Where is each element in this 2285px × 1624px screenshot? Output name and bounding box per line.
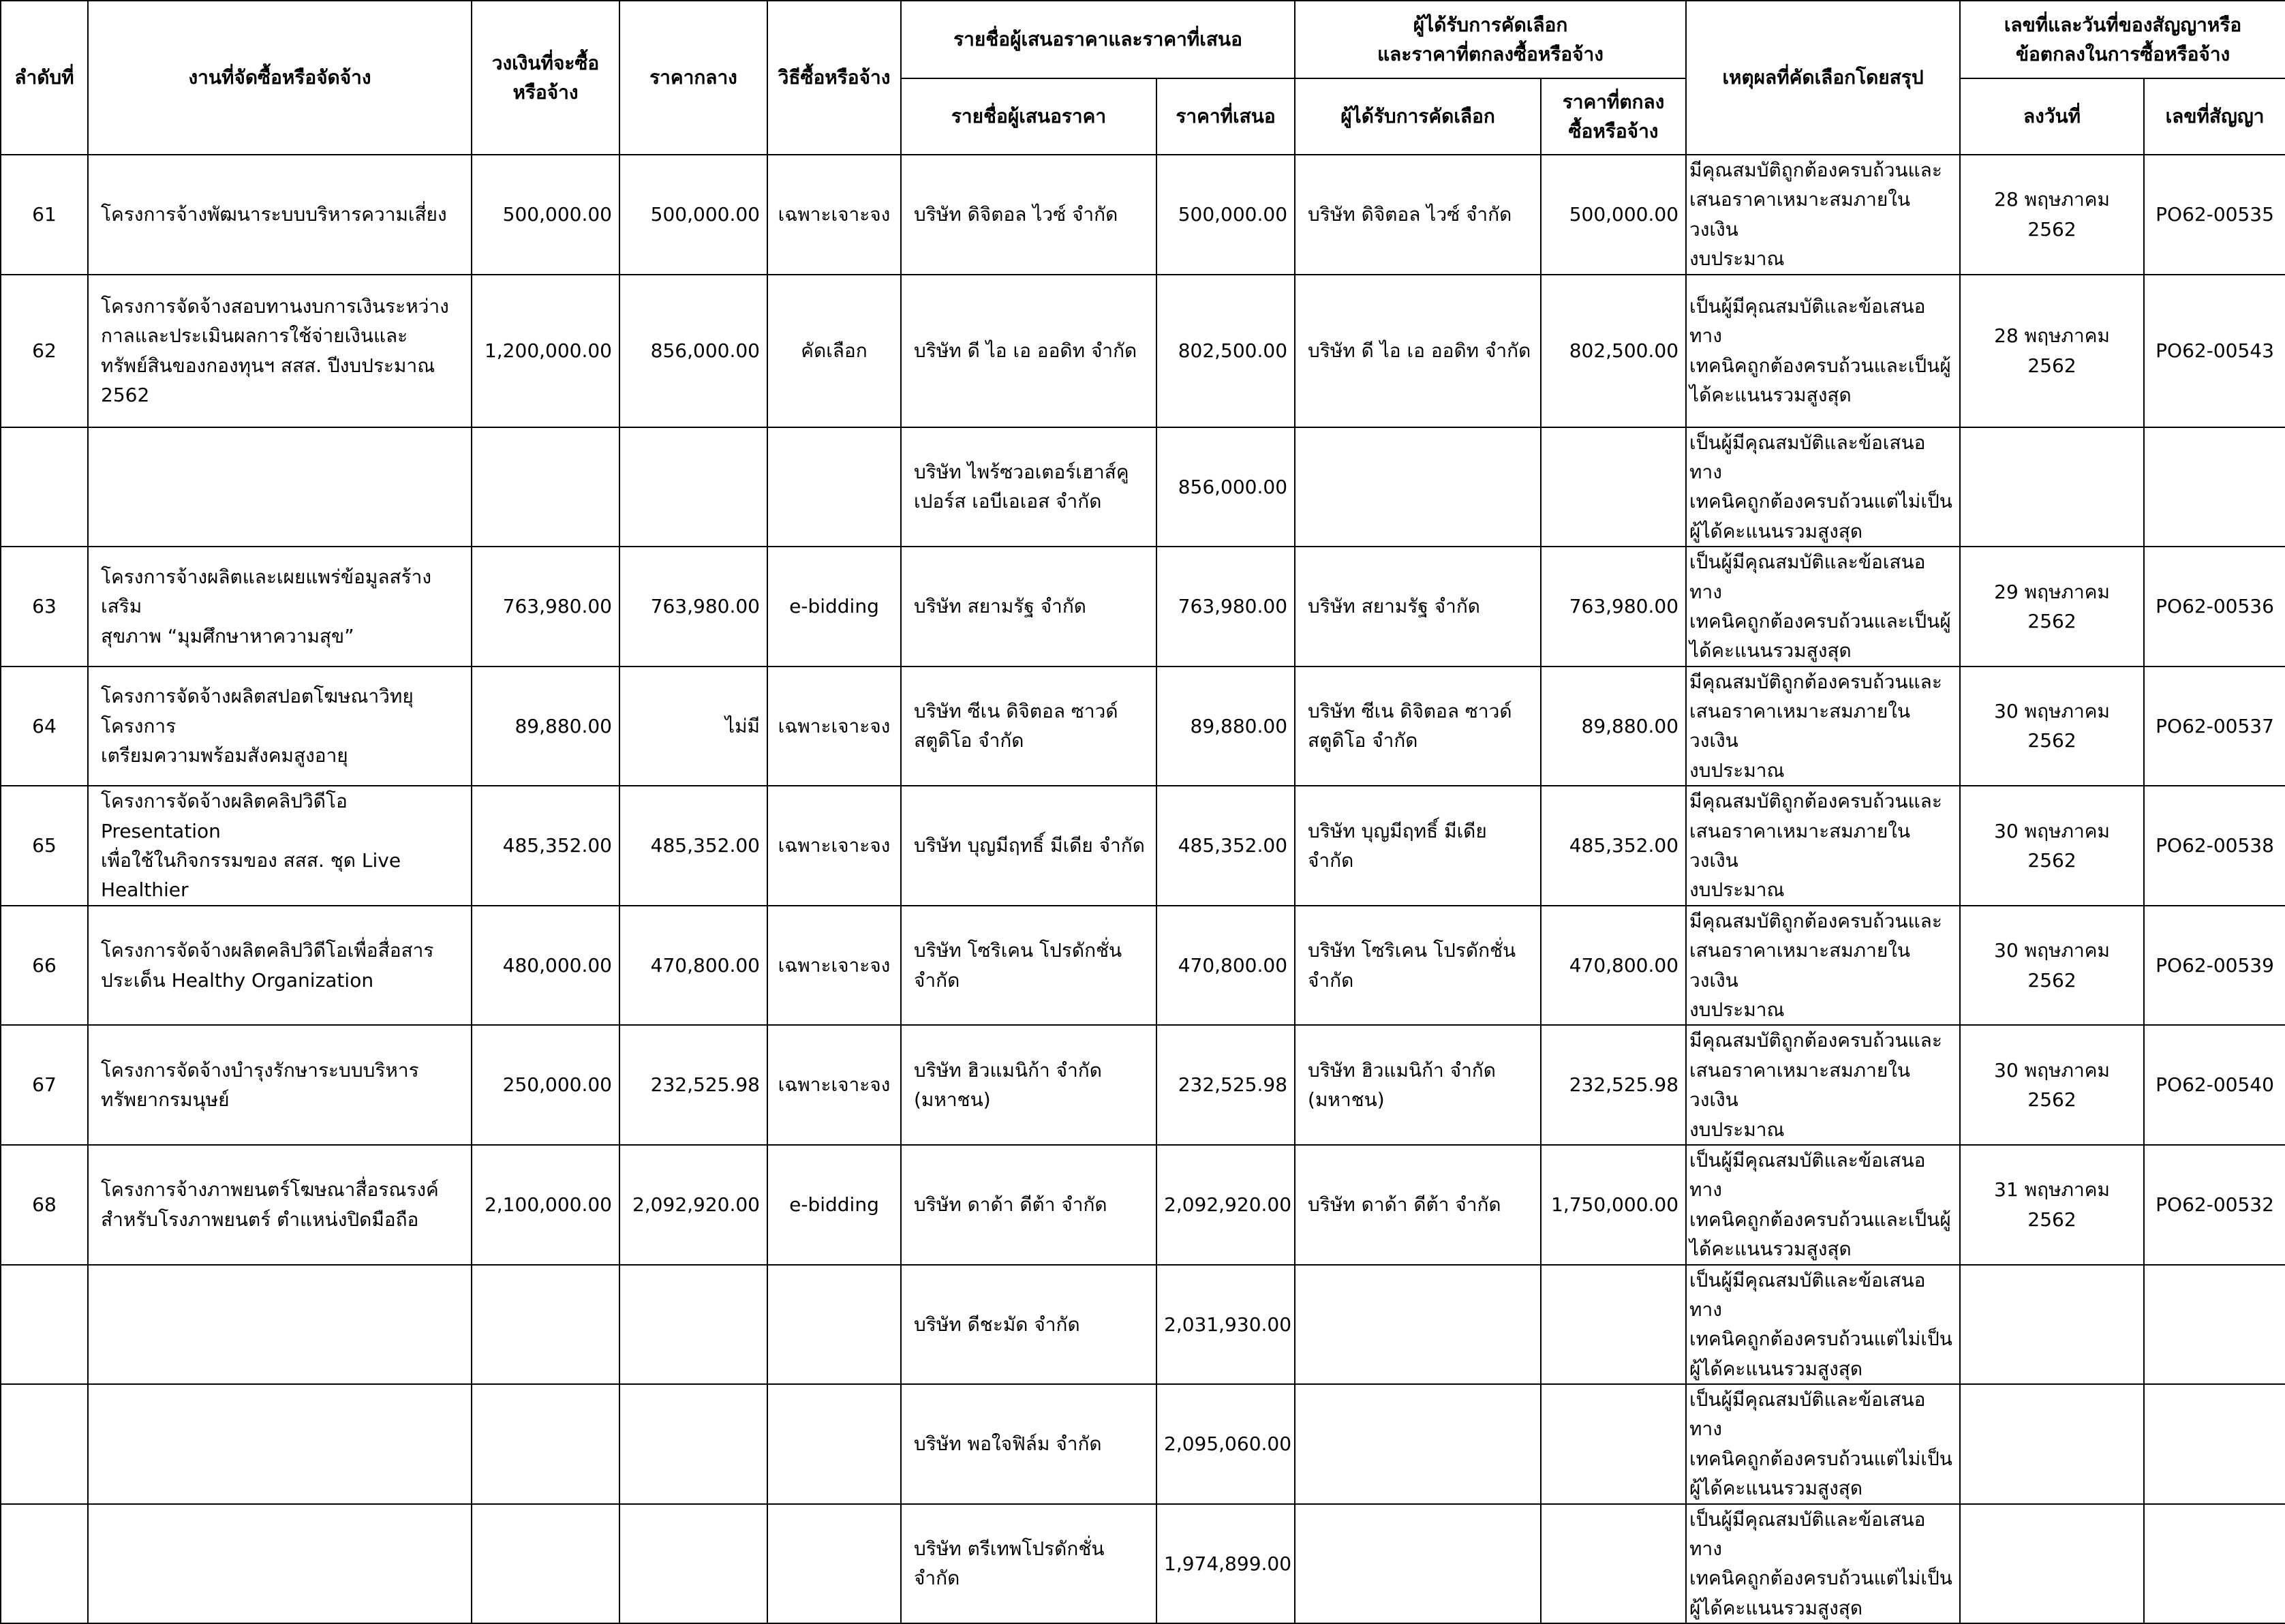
budget-amount: 89,880.00 <box>472 667 619 786</box>
work-description: โครงการจ้างภาพยนตร์โฆษณาสื่อรณรงค์ สำหรับโรงภาพยนตร์ ตำแหน่งปิดมือถือ <box>88 1145 472 1265</box>
bidder-name: บริษัท ดาด้า ดีต้า จำกัด <box>901 1145 1156 1265</box>
contract-number <box>2144 1384 2285 1504</box>
selection-reason: เป็นผู้มีคุณสมบัติและข้อเสนอทาง เทคนิคถูกต้องครบถ้วนและเป็นผู้ ได้คะแนนรวมสูงสุด <box>1686 275 1960 427</box>
agreed-price: 232,525.98 <box>1541 1025 1686 1145</box>
agreed-price: 89,880.00 <box>1541 667 1686 786</box>
table-row <box>1 906 2285 1026</box>
table-row <box>1 1025 2285 1145</box>
table-row <box>1 1145 2285 1265</box>
bid-price: 500,000.00 <box>1156 155 1295 275</box>
bidder-name: บริษัท ดิจิตอล ไวซ์ จำกัด <box>901 155 1156 275</box>
contract-number: PO62-00535 <box>2144 155 2285 275</box>
table-body <box>1 155 2285 1623</box>
bidder-name: บริษัท ดี ไอ เอ ออดิท จำกัด <box>901 275 1156 427</box>
table-row <box>1 155 2285 275</box>
work-description: โครงการจ้างผลิตและเผยแพร่ข้อมูลสร้างเสริม สุขภาพ “มุมศึกษาหาความสุข” <box>88 547 472 667</box>
row-number: 68 <box>1 1145 88 1265</box>
budget-amount: 1,200,000.00 <box>472 275 619 427</box>
budget-amount <box>472 1504 619 1624</box>
row-number: 64 <box>1 667 88 786</box>
procurement-method: เฉพาะเจาะจง <box>767 1025 901 1145</box>
row-number: 67 <box>1 1025 88 1145</box>
agreed-price: 802,500.00 <box>1541 275 1686 427</box>
selection-reason: เป็นผู้มีคุณสมบัติและข้อเสนอทาง เทคนิคถูกต้องครบถ้วนแต่ไม่เป็น ผู้ได้คะแนนรวมสูงสุด <box>1686 1265 1960 1385</box>
selection-reason: เป็นผู้มีคุณสมบัติและข้อเสนอทาง เทคนิคถูกต้องครบถ้วนแต่ไม่เป็น ผู้ได้คะแนนรวมสูงสุด <box>1686 1384 1960 1504</box>
contract-date: 30 พฤษภาคม 2562 <box>1960 667 2144 786</box>
selected-vendor: บริษัท ซีเน ดิจิตอล ซาวด์ สตูดิโอ จำกัด <box>1295 667 1541 786</box>
header-contract-group: เลขที่และวันที่ของสัญญาหรือ ข้อตกลงในการซื้อหรือจ้าง <box>1960 1 2285 78</box>
procurement-method: เฉพาะเจาะจง <box>767 155 901 275</box>
contract-number <box>2144 1265 2285 1385</box>
header-bidder-name: รายชื่อผู้เสนอราคา <box>901 78 1156 155</box>
procurement-method: เฉพาะเจาะจง <box>767 786 901 906</box>
bid-price: 470,800.00 <box>1156 906 1295 1026</box>
selected-vendor: บริษัท ดิจิตอล ไวซ์ จำกัด <box>1295 155 1541 275</box>
selection-reason: เป็นผู้มีคุณสมบัติและข้อเสนอทาง เทคนิคถูกต้องครบถ้วนแต่ไม่เป็น ผู้ได้คะแนนรวมสูงสุด <box>1686 427 1960 547</box>
bidder-name: บริษัท โซริเคน โปรดักชั่น จำกัด <box>901 906 1156 1026</box>
bid-price: 89,880.00 <box>1156 667 1295 786</box>
selected-vendor: บริษัท บุญมีฤทธิ์ มีเดีย จำกัด <box>1295 786 1541 906</box>
work-description <box>88 427 472 547</box>
work-description: โครงการจัดจ้างบำรุงรักษาระบบบริหาร ทรัพยากรมนุษย์ <box>88 1025 472 1145</box>
table-row <box>1 547 2285 667</box>
work-description: โครงการจัดจ้างผลิตคลิปวิดีโอ Presentation เพื่อใช้ในกิจกรรมของ สสส. ชุด Live Healthier <box>88 786 472 906</box>
header-agreed-price: ราคาที่ตกลง ซื้อหรือจ้าง <box>1541 78 1686 155</box>
selected-vendor: บริษัท ดาด้า ดีต้า จำกัด <box>1295 1145 1541 1265</box>
work-description: โครงการจัดจ้างสอบทานงบการเงินระหว่าง กาลและประเมินผลการใช้จ่ายเงินและ ทรัพย์สินของกองทุนฯ สสส. ปีงบประมาณ 2562 <box>88 275 472 427</box>
contract-number: PO62-00536 <box>2144 547 2285 667</box>
bidder-name: บริษัท ฮิวแมนิก้า จำกัด (มหาชน) <box>901 1025 1156 1145</box>
header-method: วิธีซื้อหรือจ้าง <box>767 1 901 155</box>
agreed-price: 485,352.00 <box>1541 786 1686 906</box>
median-price: 232,525.98 <box>619 1025 767 1145</box>
budget-amount: 480,000.00 <box>472 906 619 1026</box>
agreed-price <box>1541 427 1686 547</box>
header-bidders-group: รายชื่อผู้เสนอราคาและราคาที่เสนอ <box>901 1 1295 78</box>
selection-reason: มีคุณสมบัติถูกต้องครบถ้วนและ เสนอราคาเหมาะสมภายในวงเงิน งบประมาณ <box>1686 786 1960 906</box>
bidder-name: บริษัท พอใจฟิล์ม จำกัด <box>901 1384 1156 1504</box>
procurement-method: เฉพาะเจาะจง <box>767 906 901 1026</box>
work-description: โครงการจัดจ้างผลิตคลิปวิดีโอเพื่อสื่อสาร ประเด็น Healthy Organization <box>88 906 472 1026</box>
bidder-name: บริษัท บุญมีฤทธิ์ มีเดีย จำกัด <box>901 786 1156 906</box>
contract-date <box>1960 1384 2144 1504</box>
bid-price: 802,500.00 <box>1156 275 1295 427</box>
budget-amount: 485,352.00 <box>472 786 619 906</box>
contract-number: PO62-00539 <box>2144 906 2285 1026</box>
budget-amount <box>472 1384 619 1504</box>
row-number <box>1 1384 88 1504</box>
bid-price: 485,352.00 <box>1156 786 1295 906</box>
selection-reason: มีคุณสมบัติถูกต้องครบถ้วนและ เสนอราคาเหมาะสมภายในวงเงิน งบประมาณ <box>1686 906 1960 1026</box>
contract-number <box>2144 1504 2285 1624</box>
header-reason: เหตุผลที่คัดเลือกโดยสรุป <box>1686 1 1960 155</box>
budget-amount: 250,000.00 <box>472 1025 619 1145</box>
row-number: 65 <box>1 786 88 906</box>
selected-vendor: บริษัท ดี ไอ เอ ออดิท จำกัด <box>1295 275 1541 427</box>
contract-date <box>1960 1265 2144 1385</box>
median-price <box>619 1504 767 1624</box>
contract-number: PO62-00540 <box>2144 1025 2285 1145</box>
table-row <box>1 1504 2285 1624</box>
median-price: 485,352.00 <box>619 786 767 906</box>
header-bid-price: ราคาที่เสนอ <box>1156 78 1295 155</box>
selected-vendor <box>1295 427 1541 547</box>
agreed-price: 470,800.00 <box>1541 906 1686 1026</box>
budget-amount: 500,000.00 <box>472 155 619 275</box>
median-price: 470,800.00 <box>619 906 767 1026</box>
contract-date: 30 พฤษภาคม 2562 <box>1960 786 2144 906</box>
bid-price: 2,092,920.00 <box>1156 1145 1295 1265</box>
bidder-name: บริษัท ดีชะมัด จำกัด <box>901 1265 1156 1385</box>
procurement-method <box>767 427 901 547</box>
median-price: 856,000.00 <box>619 275 767 427</box>
selection-reason: มีคุณสมบัติถูกต้องครบถ้วนและ เสนอราคาเหมาะสมภายในวงเงิน งบประมาณ <box>1686 667 1960 786</box>
procurement-method: e-bidding <box>767 1145 901 1265</box>
median-price <box>619 427 767 547</box>
selected-vendor <box>1295 1504 1541 1624</box>
work-description <box>88 1504 472 1624</box>
bid-price: 2,095,060.00 <box>1156 1384 1295 1504</box>
contract-date <box>1960 1504 2144 1624</box>
contract-number <box>2144 427 2285 547</box>
row-number <box>1 427 88 547</box>
row-number <box>1 1504 88 1624</box>
contract-number: PO62-00537 <box>2144 667 2285 786</box>
median-price: 763,980.00 <box>619 547 767 667</box>
row-number: 66 <box>1 906 88 1026</box>
selection-reason: มีคุณสมบัติถูกต้องครบถ้วนและ เสนอราคาเหมาะสมภายในวงเงิน งบประมาณ <box>1686 1025 1960 1145</box>
table-row <box>1 667 2285 786</box>
contract-number: PO62-00532 <box>2144 1145 2285 1265</box>
contract-date: 31 พฤษภาคม 2562 <box>1960 1145 2144 1265</box>
procurement-method: e-bidding <box>767 547 901 667</box>
selection-reason: เป็นผู้มีคุณสมบัติและข้อเสนอทาง เทคนิคถูกต้องครบถ้วนแต่ไม่เป็น ผู้ได้คะแนนรวมสูงสุด <box>1686 1504 1960 1624</box>
selected-vendor <box>1295 1384 1541 1504</box>
header-contract-no: เลขที่สัญญา <box>2144 78 2285 155</box>
median-price <box>619 1265 767 1385</box>
bidder-name: บริษัท ซีเน ดิจิตอล ซาวด์ สตูดิโอ จำกัด <box>901 667 1156 786</box>
median-price: 2,092,920.00 <box>619 1145 767 1265</box>
contract-date: 28 พฤษภาคม 2562 <box>1960 155 2144 275</box>
agreed-price <box>1541 1504 1686 1624</box>
bidder-name: บริษัท ตรีเทพโปรดักชั่น จำกัด <box>901 1504 1156 1624</box>
table-row <box>1 1265 2285 1385</box>
row-number: 62 <box>1 275 88 427</box>
contract-date: 29 พฤษภาคม 2562 <box>1960 547 2144 667</box>
agreed-price: 500,000.00 <box>1541 155 1686 275</box>
selected-vendor: บริษัท โซริเคน โปรดักชั่น จำกัด <box>1295 906 1541 1026</box>
agreed-price: 1,750,000.00 <box>1541 1145 1686 1265</box>
median-price: 500,000.00 <box>619 155 767 275</box>
header-median-price: ราคากลาง <box>619 1 767 155</box>
selection-reason: เป็นผู้มีคุณสมบัติและข้อเสนอทาง เทคนิคถูกต้องครบถ้วนและเป็นผู้ ได้คะแนนรวมสูงสุด <box>1686 547 1960 667</box>
agreed-price: 763,980.00 <box>1541 547 1686 667</box>
table-row <box>1 1384 2285 1504</box>
bid-price: 232,525.98 <box>1156 1025 1295 1145</box>
work-description <box>88 1265 472 1385</box>
procurement-method: เฉพาะเจาะจง <box>767 667 901 786</box>
header-selected-group: ผู้ได้รับการคัดเลือก และราคาที่ตกลงซื้อหรือจ้าง <box>1295 1 1686 78</box>
agreed-price <box>1541 1265 1686 1385</box>
bid-price: 856,000.00 <box>1156 427 1295 547</box>
bid-price: 2,031,930.00 <box>1156 1265 1295 1385</box>
median-price <box>619 1384 767 1504</box>
table-row <box>1 275 2285 427</box>
procurement-method <box>767 1504 901 1624</box>
procurement-method: คัดเลือก <box>767 275 901 427</box>
header-selected-name: ผู้ได้รับการคัดเลือก <box>1295 78 1541 155</box>
header-budget: วงเงินที่จะซื้อ หรือจ้าง <box>472 1 619 155</box>
row-number: 61 <box>1 155 88 275</box>
table-row <box>1 427 2285 547</box>
bidder-name: บริษัท ไพร้ซวอเตอร์เฮาส์คู เปอร์ส เอบีเอเอส จำกัด <box>901 427 1156 547</box>
selected-vendor <box>1295 1265 1541 1385</box>
table-row <box>1 786 2285 906</box>
selection-reason: เป็นผู้มีคุณสมบัติและข้อเสนอทาง เทคนิคถูกต้องครบถ้วนและเป็นผู้ ได้คะแนนรวมสูงสุด <box>1686 1145 1960 1265</box>
work-description: โครงการจ้างพัฒนาระบบบริหารความเสี่ยง <box>88 155 472 275</box>
bidder-name: บริษัท สยามรัฐ จำกัด <box>901 547 1156 667</box>
contract-date <box>1960 427 2144 547</box>
procurement-method <box>767 1265 901 1385</box>
agreed-price <box>1541 1384 1686 1504</box>
header-no: ลำดับที่ <box>1 1 88 155</box>
contract-number: PO62-00543 <box>2144 275 2285 427</box>
selected-vendor: บริษัท ฮิวแมนิก้า จำกัด (มหาชน) <box>1295 1025 1541 1145</box>
row-number <box>1 1265 88 1385</box>
selected-vendor: บริษัท สยามรัฐ จำกัด <box>1295 547 1541 667</box>
header-work: งานที่จัดซื้อหรือจัดจ้าง <box>88 1 472 155</box>
selection-reason: มีคุณสมบัติถูกต้องครบถ้วนและ เสนอราคาเหมาะสมภายในวงเงิน งบประมาณ <box>1686 155 1960 275</box>
bid-price: 1,974,899.00 <box>1156 1504 1295 1624</box>
contract-date: 30 พฤษภาคม 2562 <box>1960 1025 2144 1145</box>
work-description <box>88 1384 472 1504</box>
budget-amount <box>472 1265 619 1385</box>
budget-amount: 2,100,000.00 <box>472 1145 619 1265</box>
contract-number: PO62-00538 <box>2144 786 2285 906</box>
header-contract-date: ลงวันที่ <box>1960 78 2144 155</box>
work-description: โครงการจัดจ้างผลิตสปอตโฆษณาวิทยุโครงการ เตรียมความพร้อมสังคมสูงอายุ <box>88 667 472 786</box>
budget-amount: 763,980.00 <box>472 547 619 667</box>
contract-date: 28 พฤษภาคม 2562 <box>1960 275 2144 427</box>
median-price: ไม่มี <box>619 667 767 786</box>
bid-price: 763,980.00 <box>1156 547 1295 667</box>
contract-date: 30 พฤษภาคม 2562 <box>1960 906 2144 1026</box>
budget-amount <box>472 427 619 547</box>
procurement-method <box>767 1384 901 1504</box>
row-number: 63 <box>1 547 88 667</box>
